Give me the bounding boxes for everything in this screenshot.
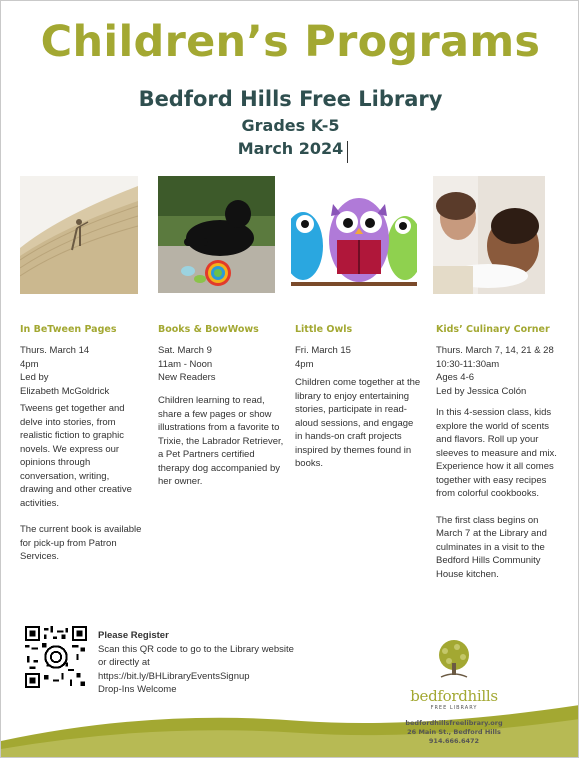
program-date: Fri. March 15 <box>295 345 351 356</box>
program-time: 4pm <box>20 358 39 370</box>
program-ages: Ages 4-6 <box>436 372 475 383</box>
register-instructions-2: or directly at <box>98 657 150 668</box>
register-link[interactable]: https://bit.ly/BHLibraryEventsSignup <box>98 670 250 682</box>
program-between-pages <box>20 176 145 294</box>
program-title: Books & BowWows <box>158 324 259 335</box>
description-paragraph: Children learning to read, share a few pages or show illustrations from a favorite to Trixie, the Labrador Retriever, a Pet Partners certified therapy dog accompanied by her owner. <box>158 395 284 487</box>
program-date: Thurs. March 7, 14, 21 & 28 <box>436 345 554 356</box>
program-title: In BeTween Pages <box>20 324 117 335</box>
program-time: 4pm <box>295 358 314 370</box>
program-detail-line: Led by <box>20 372 49 383</box>
program-details <box>158 344 216 385</box>
program-little-owls <box>291 176 417 294</box>
dropins-note: Drop-Ins Welcome <box>98 684 177 695</box>
program-culinary-corner <box>433 176 545 294</box>
dog-photo <box>158 176 275 293</box>
program-title: Little Owls <box>295 324 353 335</box>
text-cursor <box>347 141 348 163</box>
program-description <box>20 402 145 577</box>
month-label: March 2024 <box>237 139 344 158</box>
description-paragraph: The current book is available for pick-up from Patron Services. <box>20 524 142 562</box>
description-paragraph: Tweens get together and delve into stories, from realistic fiction to graphic novels. We express our opinions through conversation, writing, drawing and other creative activities. <box>20 403 132 509</box>
program-time: 11am - Noon <box>158 358 213 370</box>
contact-info <box>401 719 507 746</box>
program-date: Sat. March 9 <box>158 345 212 356</box>
program-description <box>158 394 286 502</box>
program-title: Kids’ Culinary Corner <box>436 324 550 335</box>
page-title: Children’s Programs <box>40 17 541 67</box>
address: 26 Main St., Bedford Hills <box>407 728 501 736</box>
register-instructions: Scan this QR code to go to the Library website <box>98 643 294 655</box>
logo-subtitle: FREE LIBRARY <box>430 705 478 711</box>
book-pages-photo <box>20 176 138 294</box>
library-logo <box>408 639 500 711</box>
description-paragraph: The first class begins on March 7 at the Library and culminates in a visit to the Bedford Hills Community House kitchen. <box>436 514 547 580</box>
description-paragraph: Children come together at the library to enjoy entertaining stories, participate in read-aloud sessions, and engage in hands-on craft projects inspired by themes found in books. <box>295 377 421 469</box>
register-heading: Please Register <box>98 630 169 641</box>
register-section <box>98 629 294 697</box>
qr-code[interactable] <box>25 626 87 688</box>
program-description <box>295 376 421 484</box>
program-leader: Elizabeth McGoldrick <box>20 385 110 397</box>
program-books-bowwows <box>158 176 278 293</box>
tree-icon <box>431 639 477 679</box>
program-details <box>295 344 351 371</box>
website-link[interactable]: bedfordhillsfreelibrary.org <box>405 719 503 727</box>
owls-illustration <box>291 176 417 294</box>
grades-label: Grades K-5 <box>241 116 340 135</box>
cooking-kids-photo <box>433 176 545 294</box>
program-details <box>436 344 554 398</box>
program-time: 10:30-11:30am <box>436 358 500 370</box>
program-details <box>20 344 109 398</box>
program-leader: Led by Jessica Colón <box>436 385 527 397</box>
logo-name: bedfordhills <box>410 687 498 705</box>
program-audience: New Readers <box>158 372 216 383</box>
library-name: Bedford Hills Free Library <box>138 87 443 111</box>
program-description <box>436 406 558 594</box>
program-date: Thurs. March 14 <box>20 345 90 356</box>
description-paragraph: In this 4-session class, kids explore the world of scents and flavors. Roll up your sleeves to measure and mix. Experience how it all comes together with easy recipes from colorful cookbooks. <box>436 407 557 499</box>
phone-number: 914.666.6472 <box>428 737 480 745</box>
